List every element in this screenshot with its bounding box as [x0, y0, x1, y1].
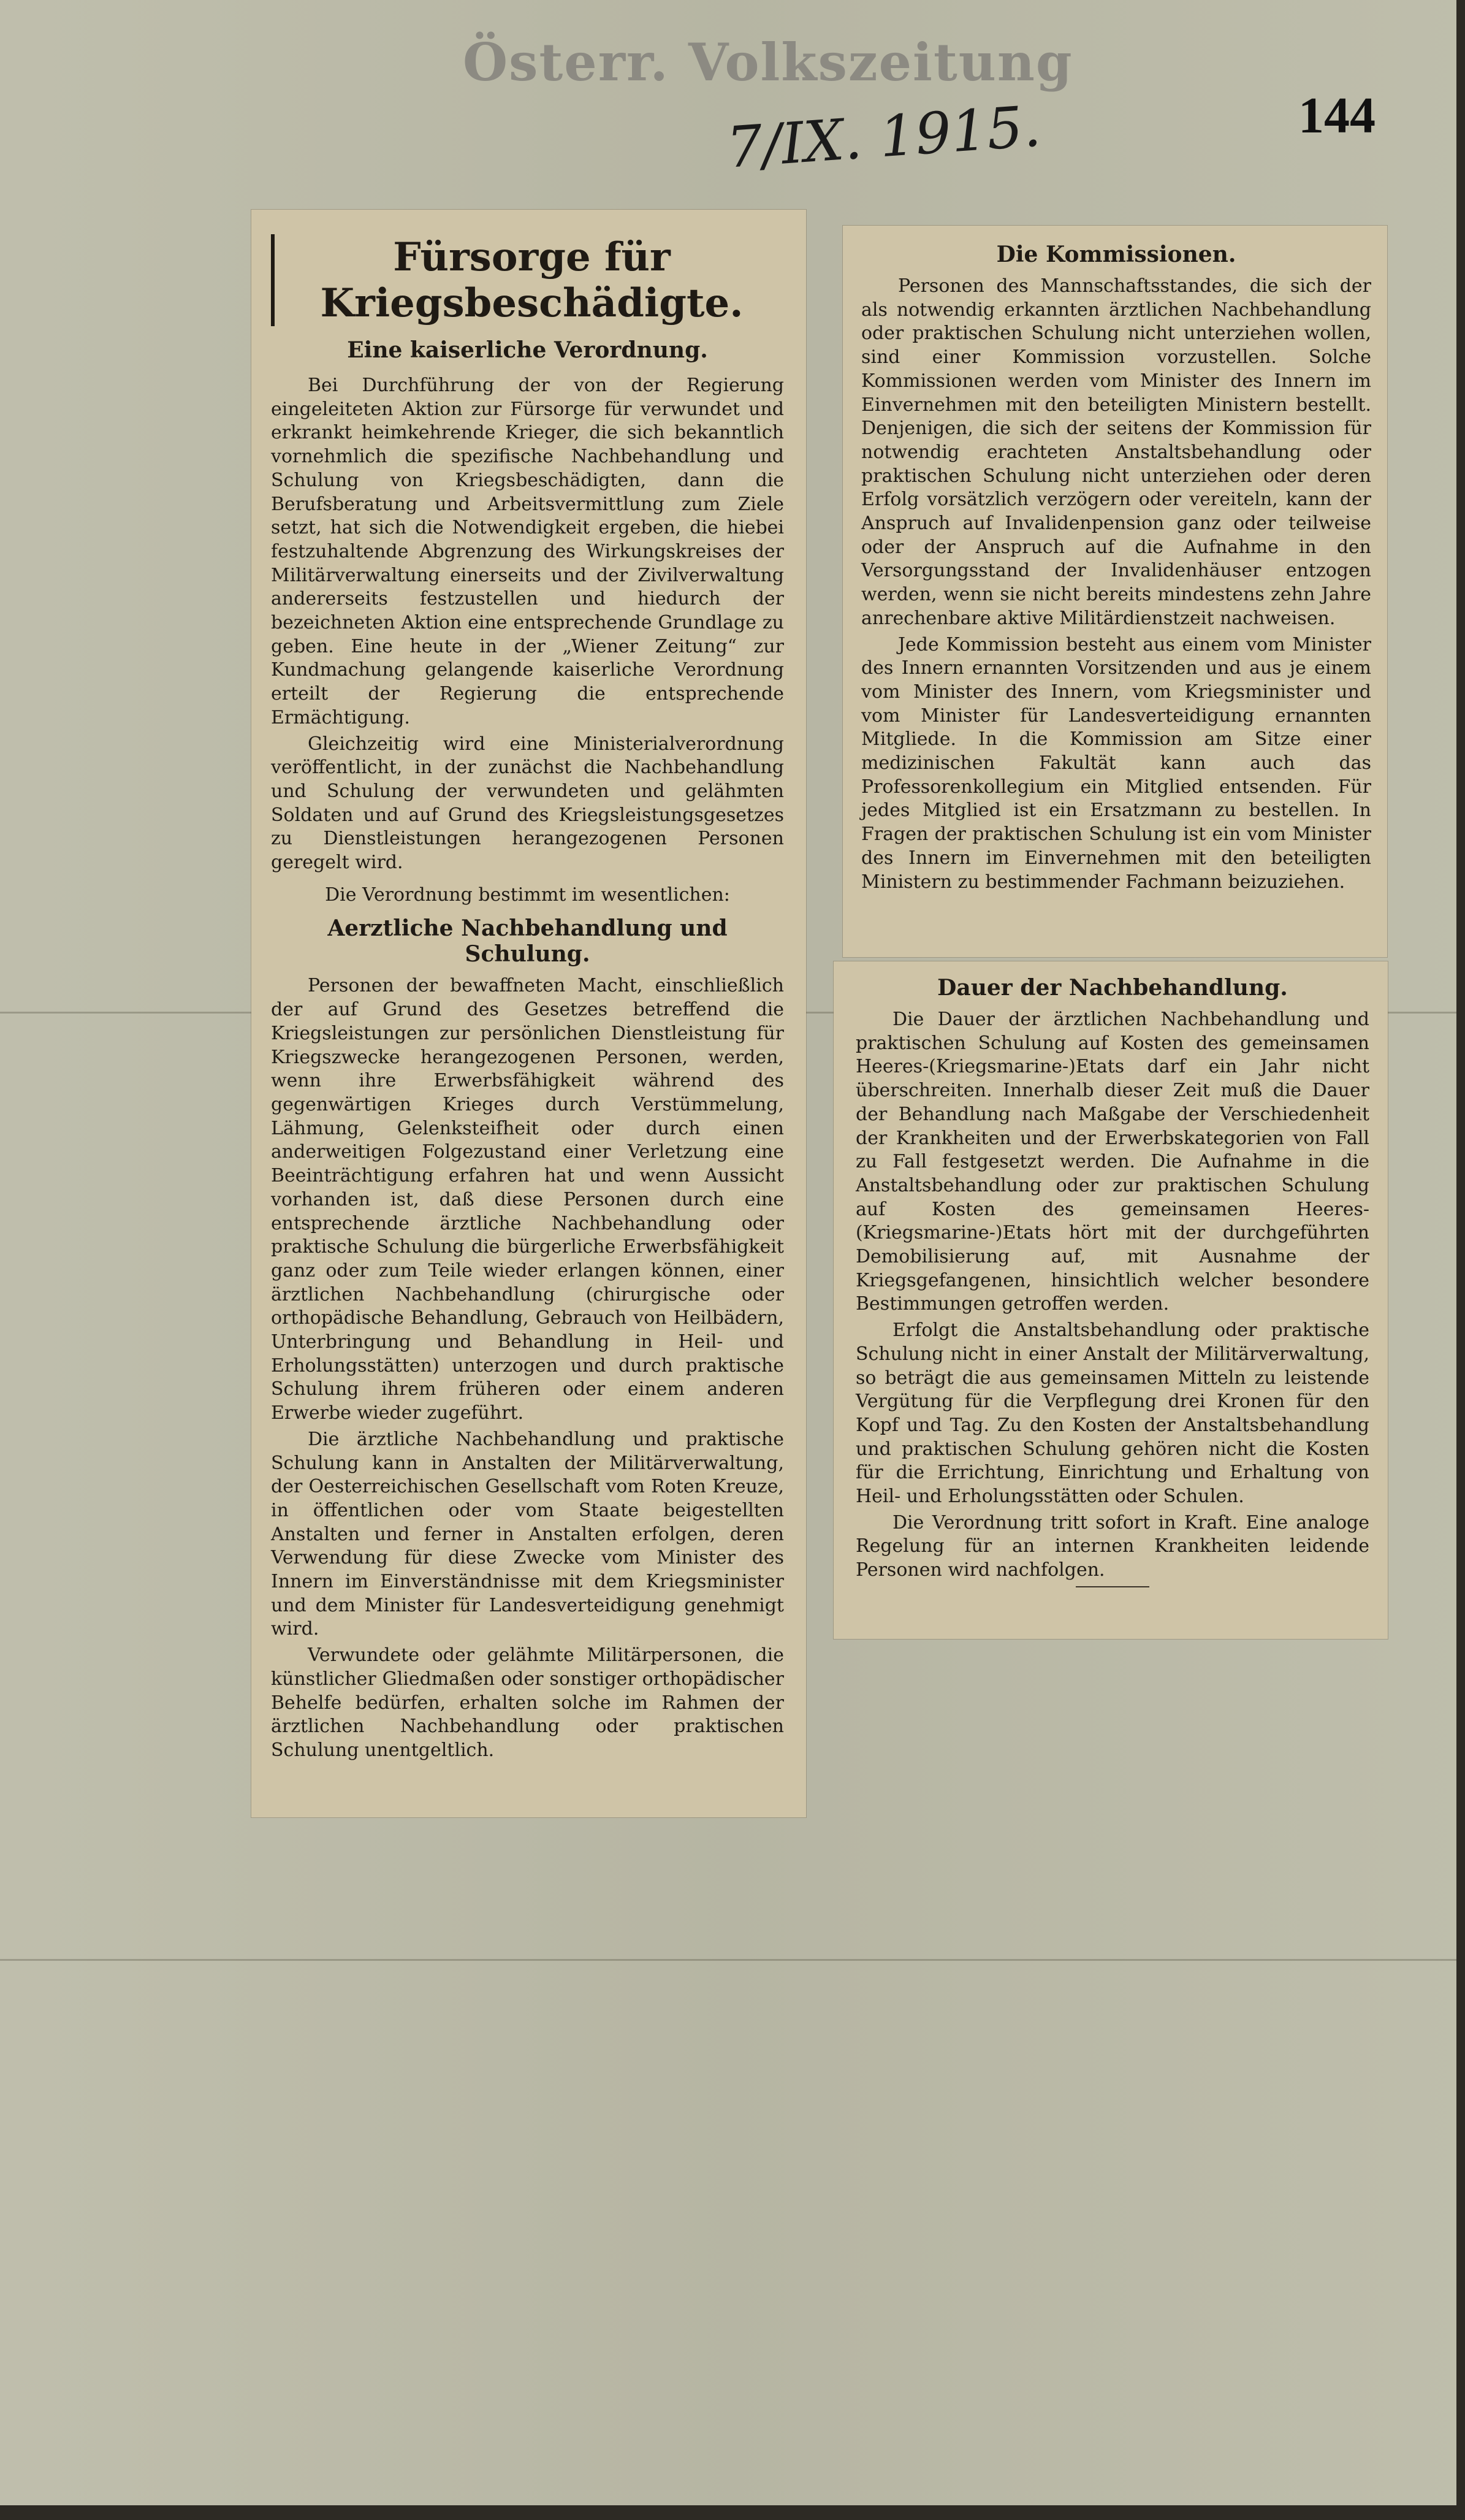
clipping-left-column [251, 210, 806, 1817]
section-heading: Dauer der Nachbehandlung. [937, 975, 1288, 1001]
section-paragraph: Die Verordnung tritt sofort in Kraft. Eine analoge Regelung für an internen Krankheiten leidende Personen wird nachfolgen. [856, 1511, 1369, 1581]
section-heading: Die Kommissionen. [996, 242, 1236, 267]
section-paragraph: Verwundete oder gelähmte Militärpersonen, die künstlicher Gliedmaßen oder sonstiger orthopädischer Behelfe bedürfen, erhalten solche im Rahmen der ärztlichen Nachbehandlung oder praktischen Schulung unentgeltlich. [271, 1644, 784, 1761]
paper-crease [0, 1959, 1465, 1961]
section-paragraph: Jede Kommission besteht aus einem vom Minister des Innern ernannten Vorsitzenden und aus je einem vom Minister des Innern, vom Kriegsminister und vom Minister für Landesverteidigung ernannten Mitgliede. In die Kommission am Sitze einer medizinischen Fakultät kann auch das Professorenkollegium ein Mitglied entsenden. Für jedes Mitglied ist ein Ersatzmann zu bestellen. In Fragen der praktischen Schulung ist ein vom Minister des Innern im Einvernehmen mit den beteiligten Ministern zu bestimmender Fachmann beizuziehen. [861, 633, 1371, 893]
end-rule [1076, 1586, 1149, 1587]
intro-paragraph: Bei Durchführung der von der Regierung eingeleiteten Aktion zur Fürsorge für verwundet und erkrankt heimkehrende Krieger, die sich bekanntlich vornehmlich die spezifische Nachbehandlung und Schulung von Kriegsbeschädigten, dann die Berufsberatung und Arbeitsvermittlung zum Ziele setzt, hat sich die Notwendigkeit ergeben, die hiebei festzuhaltende Abgrenzung des Wirkungskreises der Militärverwaltung einerseits und der Zivilverwaltung andererseits festzustellen und hiedurch der bezeichneten Aktion eine entsprechende Grundlage zu geben. Eine heute in der „Wiener Zeitung“ zur Kundmachung gelangende kaiserliche Verordnung erteilt der Regierung die entsprechende Ermächtigung. [271, 375, 784, 728]
section-paragraph: Die Dauer der ärztlichen Nachbehandlung und praktischen Schulung auf Kosten des gemeinsamen Heeres-(Kriegsmarine-)Etats darf ein Jahr nicht überschreiten. Innerhalb dieser Zeit muß die Dauer der Behandlung nach Maßgabe der Verschiedenheit der Krankheiten und der Erwerbskategorien von Fall zu Fall festgesetzt werden. Die Aufnahme in die Anstaltsbehandlung oder zur praktischen Schulung auf Kosten des gemeinsamen Heeres-(Kriegsmarine-)Etats hört mit der durchgeführten Demobilisierung auf, mit Ausnahme der Kriegsgefangenen, hinsichtlich welcher besondere Bestimmungen getroffen werden. [856, 1009, 1369, 1315]
clipping-right-bottom [834, 961, 1388, 1639]
scan-edge [0, 2505, 1465, 2520]
scan-edge [1456, 0, 1465, 2520]
section-heading: Aerztliche Nachbehandlung und Schulung. [327, 915, 728, 968]
handwritten-date: 7/IX. 1915. [724, 93, 1043, 181]
lead-line: Die Verordnung bestimmt im wesentlichen: [325, 884, 730, 906]
section-paragraph: Personen des Mannschaftsstandes, die sich der als notwendig erkannten ärztlichen Nachbehandlung oder praktischen Schulung nicht unterziehen wollen, sind einer Kommission vorzustellen. Solche Kommissionen werden vom Minister des Innern im Einvernehmen mit den beteiligten Ministern bestellt. Denjenigen, die sich der seitens der Kommission für notwendig erachteten Anstaltsbehandlung oder praktischen Schulung nicht unterziehen oder deren Erfolg vorsätzlich verzögern oder vereiteln, kann der Anspruch auf Invalidenpension ganz oder teilweise oder der Anspruch auf die Aufnahme in den Versorgungsstand der Invalidenhäuser entzogen werden, wenn sie nicht bereits mindestens zehn Jahre anrechenbare aktive Militärdienstzeit nachweisen. [861, 275, 1371, 629]
article-subtitle: Eine kaiserliche Verordnung. [347, 337, 708, 363]
section-paragraph: Erfolgt die Anstaltsbehandlung oder praktische Schulung nicht in einer Anstalt der Militärverwaltung, so beträgt die aus gemeinsamen Mitteln zu leistende Vergütung für die Verpflegung drei Kronen für den Kopf und Tag. Zu den Kosten der Anstaltsbehandlung und praktischen Schulung gehören nicht die Kosten für die Errichtung, Einrichtung und Erhaltung von Heil- und Erholungsstätten oder Schulen. [856, 1319, 1369, 1508]
newspaper-source-stamp: Österr. Volkszeitung [463, 32, 1073, 93]
section-paragraph: Die ärztliche Nachbehandlung und praktische Schulung kann in Anstalten der Militärverwaltung, der Oesterreichischen Gesellschaft vom Roten Kreuze, in öffentlichen oder vom Staate beigestellten Anstalten und ferner in Anstalten erfolgen, deren Verwendung für diese Zwecke vom Minister des Innern im Einverständnisse mit dem Kriegsminister und dem Minister für Landesverteidigung genehmigt wird. [271, 1428, 784, 1640]
intro-paragraph: Gleichzeitig wird eine Ministerialverordnung veröffentlicht, in der zunächst die Nachbehandlung und Schulung der verwundeten und gelähmten Soldaten und auf Grund des Kriegsleistungsgesetzes zu Dienstleistungen herangezogenen Personen geregelt wird. [271, 733, 784, 874]
clipping-right-top [843, 226, 1387, 957]
section-paragraph: Personen der bewaffneten Macht, einschließlich der auf Grund des Gesetzes betreffend die Kriegsleistungen zur persönlichen Dienstleistung für Kriegszwecke herangezogenen Personen, werden, wenn ihre Erwerbsfähigkeit während des gegenwärtigen Krieges durch Verstümmelung, Lähmung, Gelenksteifheit oder durch einen anderweitigen Folgezustand einer Verletzung eine Beeinträchtigung erfahren hat und wenn Aussicht vorhanden ist, daß diese Personen durch eine entsprechende ärztliche Nachbehandlung oder praktische Schulung die bürgerliche Erwerbsfähigkeit ganz oder zum Teile wieder erlangen können, einer ärztlichen Nachbehandlung (chirurgische oder orthopädische Behandlung, Gebrauch von Heilbädern, Unterbringung und Behandlung in Heil- und Erholungsstätten) unterzogen und durch praktische Schulung ihrem früheren oder einem anderen Erwerbe wieder zugeführt. [271, 975, 784, 1424]
article-title: Fürsorge für Kriegsbeschädigte. [271, 234, 784, 326]
page-number: 144 [1298, 87, 1376, 144]
